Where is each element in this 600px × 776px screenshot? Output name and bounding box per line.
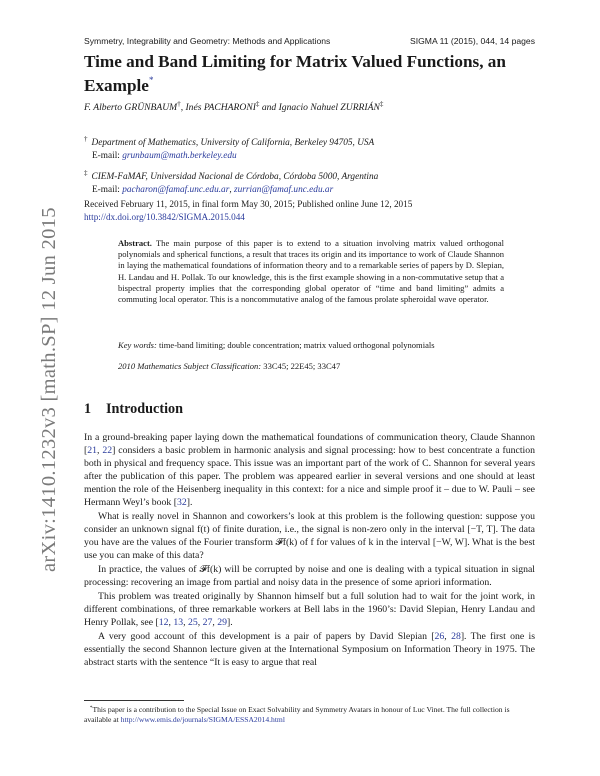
paragraph-text: ]. The first one is essentially the second Shannon lecture given at the International Symposium on Information Theory in 1975. The abstract starts with the sentence “It is easy to argue that real bbox=[84, 631, 536, 668]
dates-line: Received February 11, 2015, in final form May 30, 2015; Published online June 12, 2015 bbox=[84, 199, 413, 209]
footnote-mark: * bbox=[89, 705, 93, 711]
citation-link[interactable]: 32 bbox=[177, 497, 187, 508]
email-label: E-mail: bbox=[92, 150, 120, 161]
keywords bbox=[118, 340, 435, 350]
email-link[interactable]: pacharon@famaf.unc.edu.ar bbox=[122, 184, 230, 195]
citation-link[interactable]: 29 bbox=[217, 617, 227, 628]
section-heading bbox=[84, 401, 183, 418]
affiliation-mark: ‡ bbox=[84, 169, 88, 177]
abstract bbox=[118, 238, 504, 305]
paragraph-text: ]. bbox=[186, 497, 193, 508]
author-name: Ignacio Nahuel ZURRIÁN bbox=[278, 102, 380, 113]
footnote-rule bbox=[84, 700, 184, 701]
paragraph-text: ]. bbox=[226, 617, 233, 628]
email-link[interactable]: zurrian@famaf.unc.edu.ar bbox=[233, 184, 334, 195]
author-name: F. Alberto GRÜNBAUM bbox=[84, 102, 178, 113]
citation-link[interactable]: 13 bbox=[173, 617, 184, 628]
citation-link[interactable]: 22 bbox=[102, 445, 113, 456]
paper-title bbox=[84, 52, 534, 95]
paragraph-text: This problem was treated originally by Shannon himself but a full solution had to wait for the joint work, in different combinations, of three remarkable workers at Bell labs in the 1960’s: David Slepian, Henry Landau and Henry Pollak, see [ bbox=[84, 591, 535, 628]
running-header-ref: SIGMA 11 (2015), 044, 14 pages bbox=[409, 36, 535, 46]
paragraph: In practice, the values of 𝓕f(k) will be corrupted by noise and one is dealing with a typical situation in signal processing: recovering an image from partial and noisy data in the presence of some apriori information. bbox=[84, 564, 535, 588]
paragraph: What is really novel in Shannon and coworkers’s look at this problem is the following question: suppose you consider an unknown signal f(t) of finite duration, i.e., the signal is non-zero only in the interval [−T, T]. The data you have are the values of the Fourier transform 𝓕f(k) of f for values of k in the interval [−W, W]. What is the best use you can make of this data? bbox=[84, 511, 535, 561]
running-header-journal: Symmetry, Integrability and Geometry: Methods and Applications bbox=[84, 36, 331, 46]
author-mark: ‡ bbox=[255, 100, 260, 108]
paragraph-text: ] considers a basic problem in harmonic analysis and signal processing: how to best concentrate a function both in physical and frequency space. This issue was an important part of the work of C. Shannon for several years after the publication of this paper. The problem was appeared earlier in several versions and one should at least mention the role of the Heisenberg inequality in this context: for a nice and simple proof it – due to W. Pauli – see Hermann Weyl’s book [ bbox=[84, 445, 536, 508]
title-footnote-mark[interactable]: * bbox=[148, 75, 154, 85]
footnote bbox=[84, 703, 535, 726]
affiliation-block: ‡ CIEM-FaMAF, Universidad Nacional de Córdoba, Córdoba 5000, Argentina E-mail: pacharon@famaf.unc.edu.ar, zurrian@famaf.unc.edu.ar bbox=[84, 169, 379, 195]
paragraph-text: A very good account of this development is a pair of papers by David Slepian [ bbox=[98, 631, 435, 642]
email-label: E-mail: bbox=[92, 184, 120, 195]
abstract-text: The main purpose of this paper is to extend to a situation involving matrix valued orthogonal polynomials and spherical functions, a result that traces its origin and its importance to work of Claude Shannon in laying the mathematical foundations of information theory and to a remarkable series of papers by D. Slepian, H. Landau and H. Pollak. To our knowledge, this is the first example showing in a non-commutative setup that a bispectral property implies that the corresponding global operator of “time and band limiting” admits a commuting local operator. This is a noncommutative analog of the famous prolate spheroidal wave operator. bbox=[118, 238, 504, 305]
arxiv-side-stamp bbox=[14, 180, 60, 580]
citation-link[interactable]: 26 bbox=[434, 631, 445, 642]
paragraph-text: In a ground-breaking paper laying down the mathematical foundations of communication theory, Claude Shannon [ bbox=[84, 432, 535, 456]
paragraph: A very good account of this development is a pair of papers by David Slepian [26, 28]. The first one is essentially the second Shannon lecture given at the International Symposium on Information Theory in 1975. The abstract starts with the sentence “It is easy to argue that real bbox=[84, 631, 536, 668]
citation-link[interactable]: 28 bbox=[451, 631, 461, 642]
author-mark: † bbox=[177, 100, 181, 108]
paragraph-text: , bbox=[97, 445, 103, 456]
introduction-body bbox=[84, 431, 535, 669]
section-number: 1 bbox=[84, 401, 92, 417]
email-link[interactable]: grunbaum@math.berkeley.edu bbox=[122, 150, 237, 161]
footnote-text: This paper is a contribution to the Special Issue on Exact Solvability and Symmetry Avatars in honour of Luc Vinet. The full collection is available at bbox=[84, 705, 510, 725]
paragraph: This problem was treated originally by Shannon himself but a full solution had to wait for the joint work, in different combinations, of three remarkable workers at Bell labs in the 1960’s: David Slepian, Henry Landau and Henry Pollak, see [12, 13, 25, 27, 29]. bbox=[84, 591, 535, 628]
section-title: Introduction bbox=[106, 401, 183, 417]
collection-url-link[interactable]: http://www.emis.de/journals/SIGMA/ESSA2014.html bbox=[120, 715, 285, 725]
msc-classification bbox=[118, 361, 340, 371]
abstract-label: Abstract. bbox=[118, 238, 152, 248]
keywords-text: time-band limiting; double concentration; matrix valued orthogonal polynomials bbox=[159, 340, 435, 350]
affiliation-address: Department of Mathematics, University of California, Berkeley 94705, USA bbox=[91, 138, 375, 148]
citation-link[interactable]: 21 bbox=[87, 445, 97, 456]
paragraph bbox=[84, 431, 535, 509]
publication-dates bbox=[84, 198, 412, 223]
keywords-label: Key words: bbox=[118, 340, 157, 350]
title-text: Time and Band Limiting for Matrix Valued Functions, an Example bbox=[84, 52, 506, 95]
msc-label: 2010 Mathematics Subject Classification: bbox=[118, 361, 262, 371]
affiliation-block bbox=[84, 133, 374, 162]
affiliation-address: CIEM-FaMAF, Universidad Nacional de Córdoba, Córdoba 5000, Argentina bbox=[91, 172, 379, 182]
author-mark: ‡ bbox=[379, 100, 384, 108]
msc-text: 33C45; 22E45; 33C47 bbox=[263, 361, 341, 371]
affiliation-mark: † bbox=[84, 135, 88, 143]
doi-link[interactable]: http://dx.doi.org/10.3842/SIGMA.2015.044 bbox=[84, 211, 245, 222]
arxiv-id: arXiv:1410.1232v3 [math.SP] 12 Jun 2015 bbox=[38, 207, 60, 572]
citation-link[interactable]: 12 bbox=[158, 617, 169, 628]
author-list: F. Alberto GRÜNBAUM†, Inés PACHARONI‡ and Ignacio Nahuel ZURRIÁN‡ bbox=[84, 100, 384, 113]
citation-link[interactable]: 27 bbox=[202, 617, 213, 628]
citation-link[interactable]: 25 bbox=[187, 617, 198, 628]
author-name: Inés PACHARONI bbox=[185, 102, 256, 113]
